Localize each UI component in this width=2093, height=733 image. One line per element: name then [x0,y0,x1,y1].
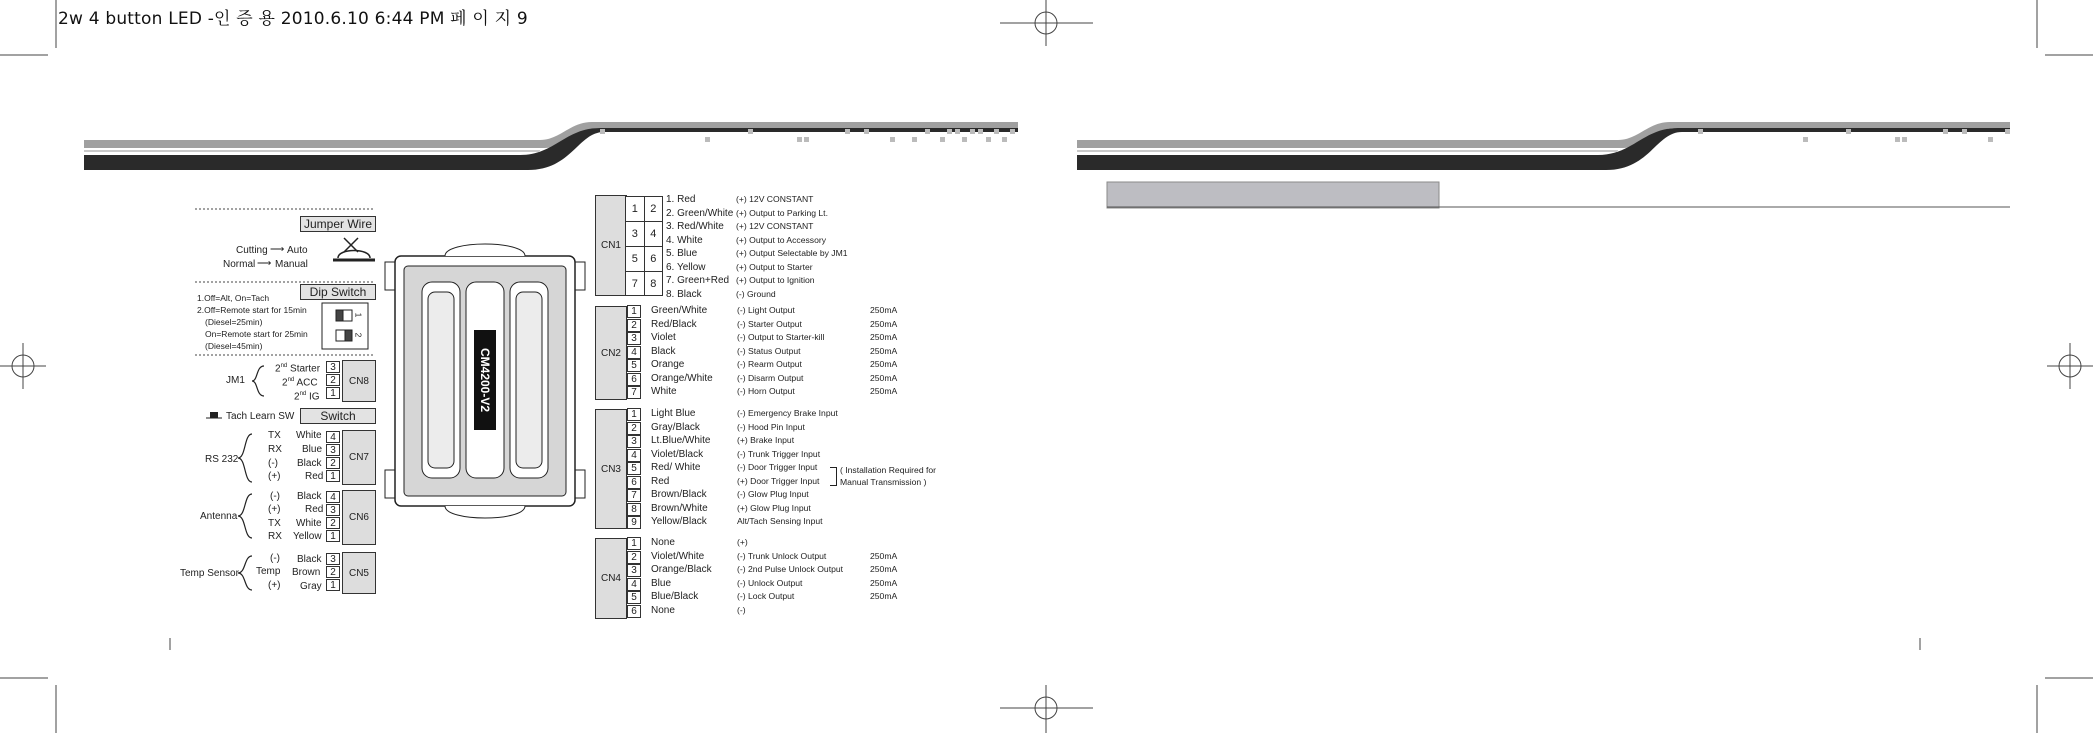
jumper-auto-label: Auto [287,245,308,256]
cn2-func: (-) Disarm Output [737,372,804,383]
tach-learn-label: Tach Learn SW [226,411,295,422]
cn2-wire: Green/White [651,305,708,316]
cn1-wire: 2. Green/White [666,207,734,219]
cn4-func: (-) [737,604,746,615]
cn2-wire: White [651,386,677,397]
cn2-pin: 4 [627,346,641,359]
rs232-sig: (-) [268,458,278,469]
cn6-pin: 2 [326,517,340,529]
antenna-color: Yellow [293,531,322,542]
dip-line-2: 2.Off=Remote start for 15min [197,305,307,315]
cn5-pin: 3 [326,553,340,565]
cn3-row [627,407,907,421]
dip-line-5: (Diesel=45min) [205,341,263,351]
cn1-func: (+) 12V CONSTANT [736,221,814,231]
cn4-pin: 6 [627,605,641,618]
jumper-wire-icon [333,238,375,260]
cn3-row [627,502,907,516]
jm1-row: 2nd Starter [275,363,321,375]
cn4-row [627,550,907,564]
cn2-wire: Orange [651,359,685,370]
cn2-wire: Orange/White [651,372,713,384]
temp-sig: Temp [256,566,281,577]
dip-line-1: 1.Off=Alt, On=Tach [197,293,270,303]
cn4-wire: None [651,537,675,548]
cn8-pin: 1 [326,387,340,399]
cn1-function-list [736,193,848,301]
cn1-wire: 3. Red/White [666,221,724,232]
antenna-color: Red [305,504,324,515]
dip-line-4: On=Remote start for 25min [205,329,308,339]
cn1-wire: 1. Red [666,194,696,205]
cn5-connector: CN5 [342,552,376,594]
cn6-pin: 4 [326,491,340,503]
cn2-current: 250mA [870,332,898,342]
cn1-pin: 2 [650,203,657,215]
cn7-pin: 2 [326,457,340,469]
cn3-func: (-) Emergency Brake Input [737,408,838,418]
cn4-current: 250mA [870,550,898,561]
cn2-pin: 3 [627,332,641,345]
antenna-label: Antenna [200,511,238,522]
cn2-current: 250mA [870,372,898,383]
antenna-sig: (+) [268,504,281,515]
cn1-func: (+) Output to Parking Lt. [736,207,828,218]
cn2-row [627,372,907,386]
cn1-connector: CN1 [595,195,627,296]
dip-switch-icon [322,303,368,349]
rs232-color: Red [305,471,324,482]
cn3-pin: 4 [627,449,641,462]
rs232-color: Blue [302,444,323,455]
cn3-pin: 3 [627,435,641,448]
cn4-row [627,604,907,618]
cn2-pin: 7 [627,386,641,399]
cn3-func: (-) Glow Plug Input [737,489,809,499]
cn4-wire: None [651,604,675,616]
cn2-row [627,385,907,399]
rs232-color: White [296,430,322,441]
cn4-current: 250mA [870,577,898,588]
cn2-current: 250mA [870,305,898,315]
rs232-sig: RX [268,444,282,455]
cn2-row [627,331,907,345]
cn4-wire: Violet/White [651,550,705,562]
cn4-pin: 4 [627,578,641,591]
cn3-pin: 1 [627,408,641,421]
cn2-wire: Black [651,345,676,357]
cn3-connector: CN3 [595,409,627,529]
cn2-row [627,304,907,318]
cn1-pin: 3 [626,222,645,247]
cn3-pin: 9 [627,516,641,529]
cn2-current: 250mA [870,345,898,356]
cn7-pin: 1 [326,470,340,482]
rs232-label: RS 232 [205,454,239,465]
cn5-pin: 2 [326,566,340,578]
cn1-func: (+) Output to Accessory [736,234,827,245]
dip-line-3: (Diesel=25min) [205,317,263,327]
cn3-pin: 8 [627,503,641,516]
cn3-pin: 7 [627,489,641,502]
antenna-sig: (-) [270,491,280,502]
cn1-pin-grid [625,196,663,296]
cn3-row [627,434,907,448]
cn2-connector: CN2 [595,306,627,400]
cn3-wire: Yellow/Black [651,516,707,527]
temp-sig: (+) [268,580,281,591]
cn4-pin: 3 [627,564,641,577]
cn1-pin: 4 [650,228,657,240]
cn4-current: 250mA [870,564,898,574]
cn1-wire: 4. White [666,234,703,246]
jumper-normal-label: Normal [223,259,256,270]
jm1-row: 2nd ACC [282,377,318,389]
cn4-func: (-) Trunk Unlock Output [737,550,827,561]
cn1-wire-list [666,193,733,301]
cn2-pin: 5 [627,359,641,372]
cn2-func: (-) Output to Starter-kill [737,332,825,342]
cn3-wire: Violet/Black [651,448,704,460]
dip-switch-title: Dip Switch [300,284,376,300]
dip-num-2: 2 [353,332,364,338]
cn6-pin: 1 [326,530,340,542]
cn3-func: (+) Brake Input [737,435,795,445]
antenna-sig: RX [268,531,282,542]
cn3-func: (+) Door Trigger Input [737,475,820,486]
cn2-row [627,358,907,372]
cn2-current: 250mA [870,318,898,329]
temp-sensor-label: Temp Sensor [180,568,239,579]
cn1-func: (+) Output to Starter [736,261,813,272]
cn8-pin: 3 [326,361,340,373]
antenna-color: White [296,518,322,529]
cn1-func: (-) Ground [736,288,776,299]
cn4-pin: 1 [627,537,641,550]
cn1-pin: 5 [626,247,645,272]
cn2-pin: 1 [627,305,641,318]
cn1-func: (+) Output to Ignition [736,275,815,285]
cn3-wire: Red/ White [651,462,701,473]
manual-transmission-note: ( Installation Required for Manual Transmission ) [840,465,937,487]
cn3-row [627,488,907,502]
cn2-wire: Red/Black [651,318,697,330]
cn3-pin: 6 [627,476,641,489]
arrow-icon: ⟶ [270,244,285,255]
cn2-func: (-) Light Output [737,305,795,315]
cn4-wire: Blue [651,577,672,589]
rs232-sig: (+) [268,471,281,482]
cn5-pin: 1 [326,579,340,591]
cn1-pin: 6 [650,253,657,265]
cn4-current: 250mA [870,591,898,601]
cn4-row [627,590,907,604]
cn7-pin: 4 [326,431,340,443]
cn1-pin: 7 [626,272,645,296]
cn2-func: (-) Status Output [737,345,801,356]
cn3-wire: Light Blue [651,408,696,419]
cn2-func: (-) Rearm Output [737,359,802,369]
cn3-pin: 5 [627,462,641,475]
cn3-row [627,421,907,435]
cn2-wire: Violet [651,332,676,343]
temp-color: Gray [300,581,322,592]
cn3-wire: Brown/White [651,502,708,514]
left-header-band [84,122,1018,170]
rs232-color: Black [297,458,322,469]
right-header-band [1077,122,2010,208]
cn7-pin: 3 [326,444,340,456]
cn3-wire: Gray/Black [651,421,700,433]
cn1-pin: 8 [650,278,657,290]
cn4-func: (+) [737,537,748,547]
cn3-func: (-) Hood Pin Input [737,421,805,432]
cn4-func: (-) Unlock Output [737,577,803,588]
cn4-pin: 5 [627,591,641,604]
cn1-pin: 1 [626,197,645,221]
cn4-func: (-) Lock Output [737,591,795,601]
cn3-row [627,448,907,462]
cn4-wire: Blue/Black [651,591,699,602]
jumper-cutting-label: Cutting [236,245,268,256]
temp-sig: (-) [270,553,280,564]
module-label: CM4200-V2 [478,347,492,413]
cn4-row [627,536,907,550]
temp-color: Brown [292,567,321,578]
cn3-func: Alt/Tach Sensing Input [737,516,823,526]
cn3-func: (-) Door Trigger Input [737,462,818,472]
cn2-func: (-) Starter Output [737,318,802,329]
cn6-connector: CN6 [342,490,376,545]
cn8-pin: 2 [326,374,340,386]
arrow-icon: ⟶ [257,258,272,269]
jm1-row: 2nd IG [294,391,320,403]
cn3-func: (+) Glow Plug Input [737,502,811,513]
cn2-row [627,345,907,359]
cn3-func: (-) Trunk Trigger Input [737,448,821,459]
cn4-connector: CN4 [595,538,627,619]
cn1-wire: 5. Blue [666,248,698,259]
jm1-label: JM1 [226,375,245,386]
temp-color: Black [297,554,322,565]
cn1-wire: 6. Yellow [666,261,706,273]
cn8-connector: CN8 [342,360,376,402]
cn1-func: (+) 12V CONSTANT [736,194,814,204]
cn1-wire: 7. Green+Red [666,275,730,286]
cn3-wire: Red [651,475,670,487]
cn4-pin: 2 [627,551,641,564]
dip-num-1: 1 [353,312,364,318]
cn4-func: (-) 2nd Pulse Unlock Output [737,564,844,574]
switch-title: Switch [300,408,376,424]
cn1-func: (+) Output Selectable by JM1 [736,248,848,258]
cn2-pin: 2 [627,319,641,332]
cn3-row [627,515,907,529]
cn2-row [627,318,907,332]
antenna-sig: TX [268,518,281,529]
cn1-wire: 8. Black [666,288,702,300]
antenna-color: Black [297,491,322,502]
cn3-wire: Lt.Blue/White [651,435,711,446]
page-header-text: 2w 4 button LED -인 증 용 2010.6.10 6:44 PM 페 이 지 9 [58,9,528,29]
cn2-current: 250mA [870,359,898,369]
manual-transmission-bracket [830,467,837,486]
cn2-current: 250mA [870,386,898,396]
cn4-wire: Orange/Black [651,564,712,575]
cn6-pin: 3 [326,504,340,516]
cn2-pin: 6 [627,373,641,386]
cn4-row [627,563,907,577]
rs232-sig: TX [268,430,281,441]
jumper-wire-title: Jumper Wire [300,216,376,232]
cn4-row [627,577,907,591]
cn3-pin: 2 [627,422,641,435]
cn7-connector: CN7 [342,430,376,485]
cn2-func: (-) Horn Output [737,386,795,396]
jumper-manual-label: Manual [275,259,308,270]
cn3-wire: Brown/Black [651,489,707,500]
